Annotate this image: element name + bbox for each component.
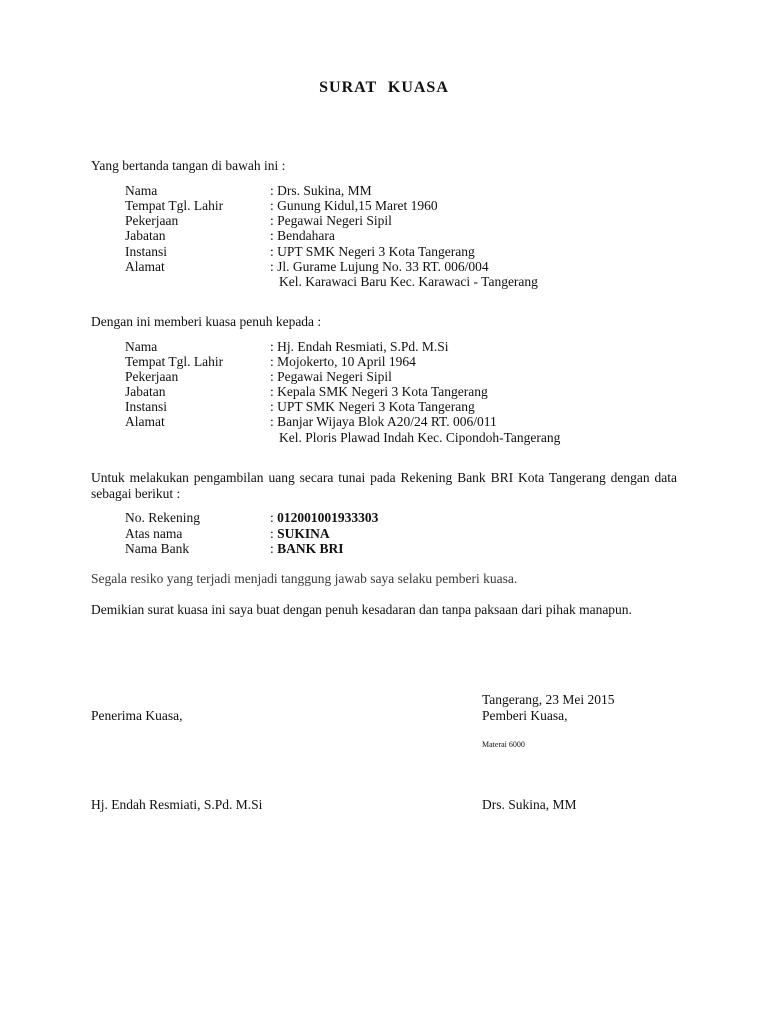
document-title: SURAT KUASA [319, 79, 449, 96]
account-holder: SUKINA [277, 526, 330, 541]
field-value: : SUKINA [270, 526, 330, 541]
receiver-name: Hj. Endah Resmiati, S.Pd. M.Si [91, 797, 263, 812]
bank-name: BANK BRI [277, 541, 344, 556]
closing-paragraph: Demikian surat kuasa ini saya buat dengan penuh kesadaran dan tanpa paksaan dari pihak manapun. [91, 602, 632, 617]
field-value: : Bendahara [270, 228, 335, 243]
field-label: Nama Bank [125, 541, 190, 556]
field-label: Tempat Tgl. Lahir [125, 198, 224, 213]
grantee-address-continuation: Kel. Ploris Plawad Indah Kec. Cipondoh-Tangerang [279, 430, 561, 445]
field-value: : Kepala SMK Negeri 3 Kota Tangerang [270, 384, 488, 399]
field-value: : Pegawai Negeri Sipil [270, 369, 392, 384]
grant-statement: Dengan ini memberi kuasa penuh kepada : [91, 314, 322, 329]
field-value: : UPT SMK Negeri 3 Kota Tangerang [270, 244, 475, 259]
field-label: Instansi [125, 399, 167, 414]
grantor-address-continuation: Kel. Karawaci Baru Kec. Karawaci - Tangerang [279, 274, 538, 289]
field-value: : Jl. Gurame Lujung No. 33 RT. 006/004 [270, 259, 489, 274]
field-label: Alamat [125, 259, 165, 274]
field-label: No. Rekening [125, 510, 200, 525]
field-value: : UPT SMK Negeri 3 Kota Tangerang [270, 399, 475, 414]
field-label: Alamat [125, 414, 165, 429]
field-value: : 012001001933303 [270, 510, 379, 525]
field-label: Jabatan [125, 384, 166, 399]
receiver-label: Penerima Kuasa, [91, 708, 183, 723]
field-label: Instansi [125, 244, 167, 259]
field-label: Pekerjaan [125, 213, 179, 228]
risk-statement: Segala resiko yang terjadi menjadi tanggung jawab saya selaku pemberi kuasa. [91, 571, 518, 586]
field-label: Tempat Tgl. Lahir [125, 354, 224, 369]
account-number: 012001001933303 [277, 510, 379, 525]
field-label: Jabatan [125, 228, 166, 243]
field-value: : Banjar Wijaya Blok A20/24 RT. 006/011 [270, 414, 497, 429]
place-date: Tangerang, 23 Mei 2015 [482, 692, 615, 707]
purpose-paragraph: Untuk melakukan pengambilan uang secara tunai pada Rekening Bank BRI Kota Tangerang dengan data sebagai berikut : [91, 470, 677, 501]
stamp-duty-note: Materai 6000 [482, 740, 525, 749]
giver-name: Drs. Sukina, MM [482, 797, 577, 812]
field-value: : Hj. Endah Resmiati, S.Pd. M.Si [270, 339, 449, 354]
field-value: : BANK BRI [270, 541, 344, 556]
intro-text: Yang bertanda tangan di bawah ini : [91, 158, 286, 173]
field-value: : Mojokerto, 10 April 1964 [270, 354, 416, 369]
field-value: : Drs. Sukina, MM [270, 183, 372, 198]
field-value: : Gunung Kidul,15 Maret 1960 [270, 198, 438, 213]
field-label: Pekerjaan [125, 369, 179, 384]
field-label: Nama [125, 183, 158, 198]
field-label: Nama [125, 339, 158, 354]
giver-label: Pemberi Kuasa, [482, 708, 568, 723]
field-value: : Pegawai Negeri Sipil [270, 213, 392, 228]
field-label: Atas nama [125, 526, 183, 541]
